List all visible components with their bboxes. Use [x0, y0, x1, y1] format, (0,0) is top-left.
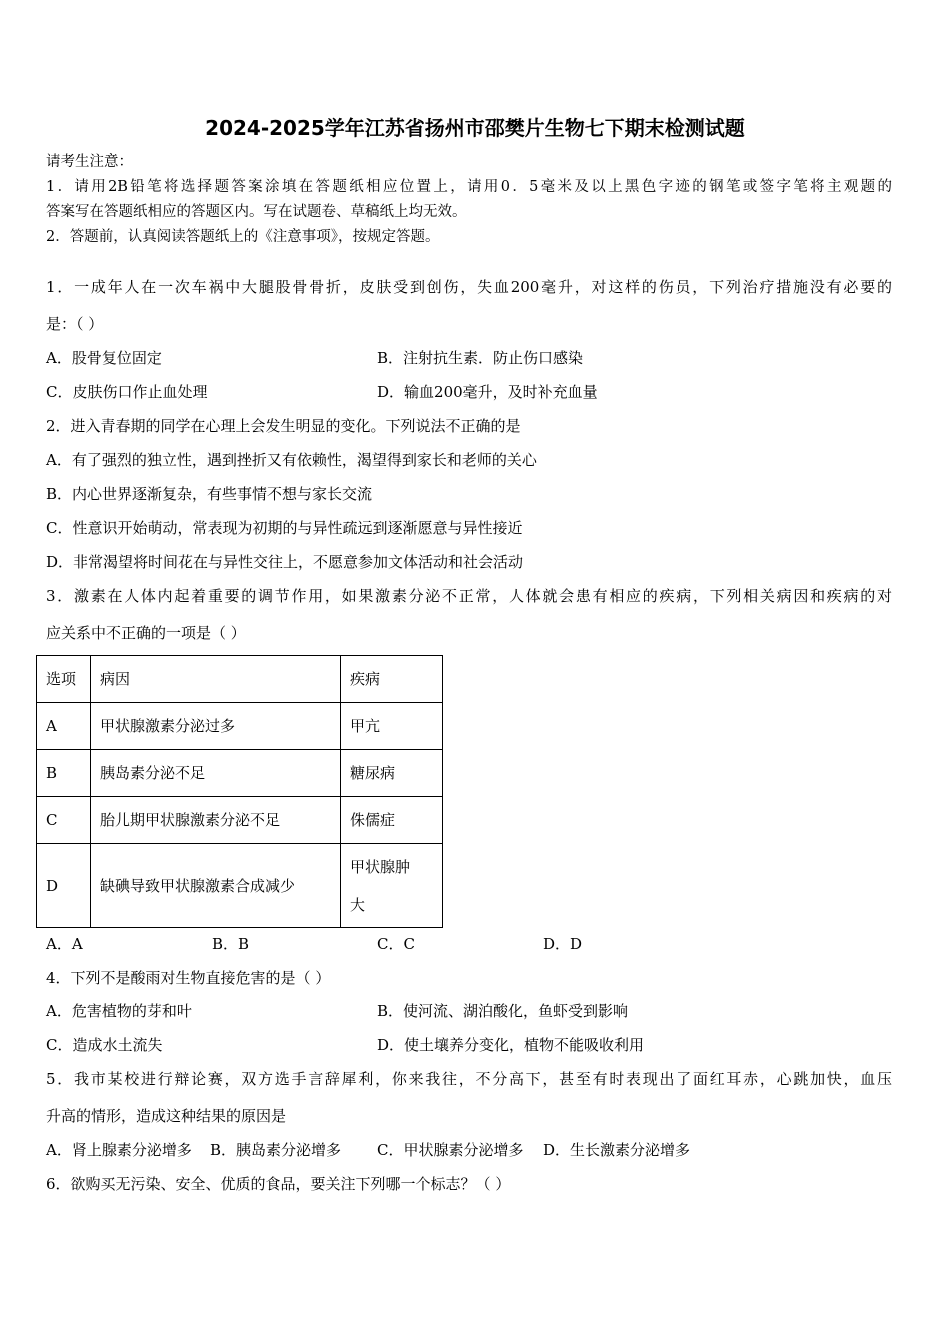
q1-option-a: A．股骨复位固定 — [46, 349, 162, 367]
q4-option-d: D．使土壤养分变化，植物不能吸收利用 — [377, 1036, 645, 1054]
q4-option-a: A．危害植物的芽和叶 — [46, 1002, 192, 1020]
q2-option-d: D．非常渴望将时间花在与异性交往上，不愿意参加文体活动和社会活动 — [46, 553, 524, 571]
q5-stem-line-2: 升高的情形，造成这种结果的原因是 — [46, 1107, 287, 1125]
table-cell: 甲状腺激素分泌过多 — [91, 703, 341, 750]
table-header-cell: 选项 — [37, 656, 91, 703]
q1-option-b: B．注射抗生素．防止伤口感染 — [377, 349, 584, 367]
q6-stem: 6．欲购买无污染、安全、优质的食品，要关注下列哪一个标志？（ ） — [46, 1175, 511, 1193]
q5-option-c: C．甲状腺素分泌增多 — [377, 1141, 524, 1159]
q4-option-b: B．使河流、湖泊酸化，鱼虾受到影响 — [377, 1002, 629, 1020]
table-cell: D — [37, 844, 91, 928]
notice-heading: 请考生注意： — [46, 154, 133, 170]
table-cell-text-line-1: 甲状腺肿 — [350, 857, 411, 876]
q3-stem-line-1: 3．激素在人体内起着重要的调节作用，如果激素分泌不正常，人体就会患有相应的疾病，下列相关病因和疾病的对 — [46, 587, 892, 605]
table-cell: 胎儿期甲状腺激素分泌不足 — [91, 797, 341, 844]
q2-option-a: A．有了强烈的独立性，遇到挫折又有依赖性，渴望得到家长和老师的关心 — [46, 451, 537, 469]
q1-stem-line-2: 是：（ ） — [46, 315, 104, 333]
table-row — [37, 844, 443, 928]
q3-option-d: D．D — [543, 935, 583, 953]
q5-stem-line-1: 5．我市某校进行辩论赛，双方选手言辞犀利，你来我往，不分高下，甚至有时表现出了面红耳赤，心跳加快，血压 — [46, 1070, 892, 1088]
notice-item-1-line-2: 答案写在答题纸相应的答题区内。写在试题卷、草稿纸上均无效。 — [46, 204, 467, 220]
q1-option-d: D．输血200毫升，及时补充血量 — [377, 383, 598, 401]
q5-option-a: A．肾上腺素分泌增多 — [46, 1141, 192, 1159]
table-header-row — [37, 656, 443, 703]
q1-option-c: C．皮肤伤口作止血处理 — [46, 383, 208, 401]
q1-stem-line-1: 1．一成年人在一次车祸中大腿股骨骨折，皮肤受到创伤，失血200毫升，对这样的伤员，下列治疗措施没有必要的 — [46, 278, 892, 296]
q2-option-b: B．内心世界逐渐复杂，有些事情不想与家长交流 — [46, 485, 373, 503]
table-row — [37, 703, 443, 750]
table-cell-text-line-2: 大 — [350, 895, 366, 914]
q3-option-a: A．A — [46, 935, 83, 953]
table-cell — [341, 844, 443, 928]
table-cell: C — [37, 797, 91, 844]
q3-stem-line-2: 应关系中不正确的一项是（ ） — [46, 624, 246, 642]
q4-option-c: C．造成水土流失 — [46, 1036, 163, 1054]
table-cell: 糖尿病 — [341, 750, 443, 797]
table-cell: 胰岛素分泌不足 — [91, 750, 341, 797]
table-row — [37, 797, 443, 844]
table-cell: 甲亢 — [341, 703, 443, 750]
hormone-disease-table — [36, 655, 443, 928]
table-header-cell: 病因 — [91, 656, 341, 703]
table-header-cell: 疾病 — [341, 656, 443, 703]
q4-stem: 4．下列不是酸雨对生物直接危害的是（ ） — [46, 969, 331, 987]
q5-option-b: B．胰岛素分泌增多 — [210, 1141, 342, 1159]
q3-option-b: B．B — [212, 935, 250, 953]
q2-stem: 2．进入青春期的同学在心理上会发生明显的变化。下列说法不正确的是 — [46, 417, 521, 435]
q2-option-c: C．性意识开始萌动，常表现为初期的与异性疏远到逐渐愿意与异性接近 — [46, 519, 523, 537]
q5-option-d: D．生长激素分泌增多 — [543, 1141, 691, 1159]
notice-item-1-line-1: 1．请用2B铅笔将选择题答案涂填在答题纸相应位置上，请用0．5毫米及以上黑色字迹的钢笔或签字笔将主观题的 — [46, 179, 892, 195]
table-cell: 侏儒症 — [341, 797, 443, 844]
table-cell: A — [37, 703, 91, 750]
notice-item-2: 2．答题前，认真阅读答题纸上的《注意事项》，按规定答题。 — [46, 229, 440, 245]
table-cell: B — [37, 750, 91, 797]
table-cell: 缺碘导致甲状腺激素合成减少 — [91, 844, 341, 928]
table-row — [37, 750, 443, 797]
q3-option-c: C．C — [377, 935, 415, 953]
page-title: 2024-2025学年江苏省扬州市邵樊片生物七下期末检测试题 — [205, 116, 745, 140]
